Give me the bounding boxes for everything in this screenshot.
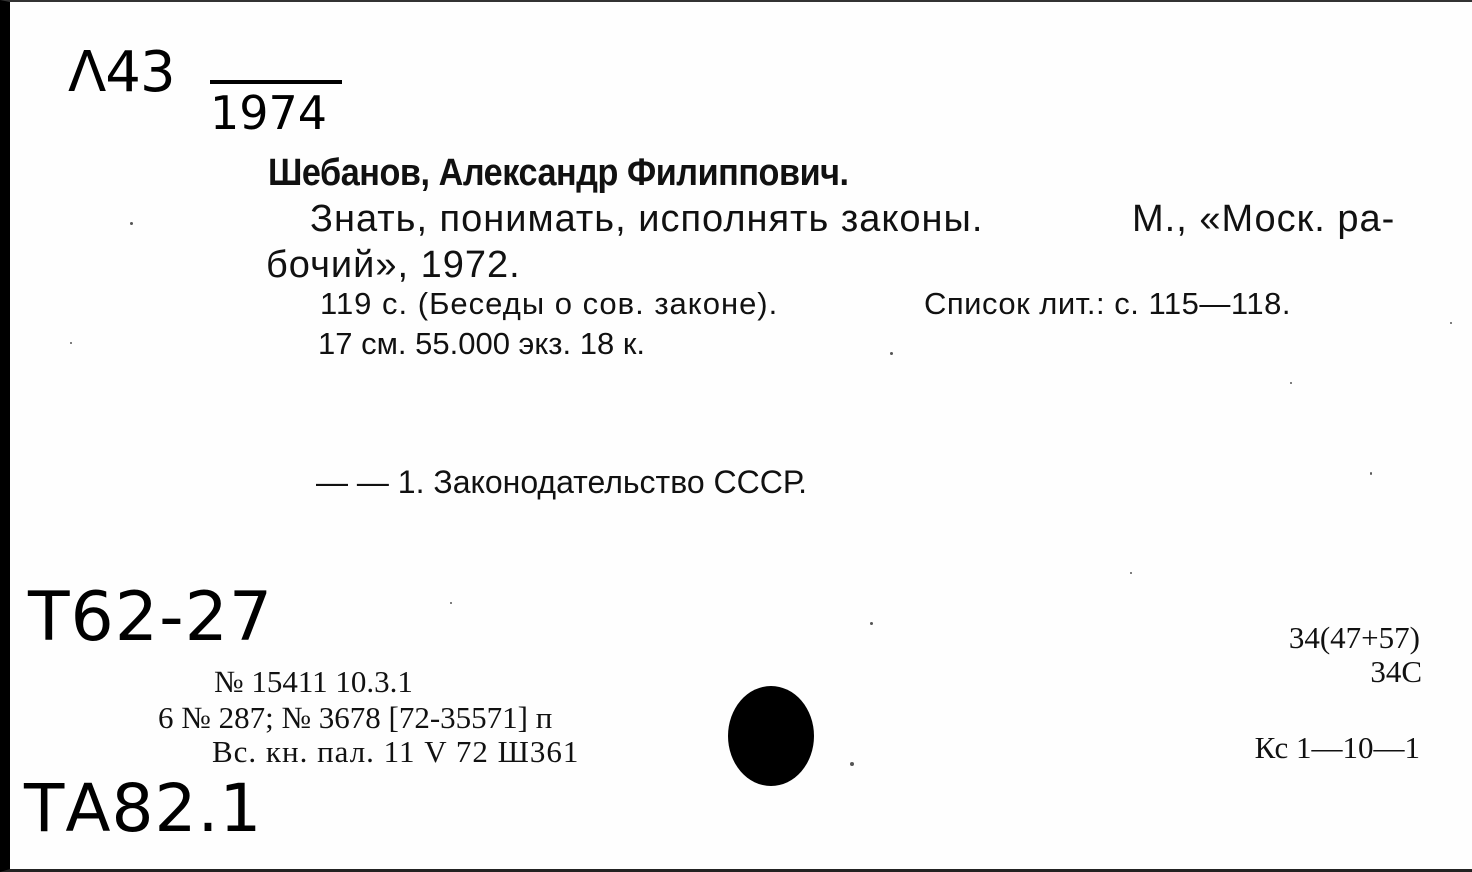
author-heading: Шебанов, Александр Филиппович.	[268, 152, 849, 194]
publisher-line-1: М., «Моск. ра-	[1132, 198, 1396, 240]
scan-speck	[850, 762, 854, 766]
scan-speck	[130, 222, 133, 225]
title-line-2: бочий», 1972.	[266, 244, 521, 286]
physical-description-1: 119 с. (Беседы о сов. законе).	[320, 286, 779, 321]
scan-speck	[1130, 572, 1132, 574]
scan-speck	[870, 622, 873, 625]
registry-line-1: № 15411 10.3.1	[214, 664, 413, 699]
shelfmark-year-handwritten: 1974	[210, 80, 342, 140]
classification-line-2: 34С	[1370, 654, 1422, 689]
scan-speck	[70, 342, 72, 344]
scan-speck	[1290, 382, 1292, 384]
scan-speck	[1370, 472, 1372, 475]
punch-hole	[728, 686, 814, 786]
scan-speck	[1450, 322, 1452, 324]
handwritten-code-2: ТА82.1	[24, 770, 263, 847]
handwritten-code-1: Т62-27	[28, 578, 274, 657]
classification-line-1: 34(47+57)	[1288, 620, 1420, 655]
scan-speck	[450, 602, 452, 604]
registry-line-3: Вс. кн. пал. 11 V 72 Ш361	[212, 734, 580, 769]
bibliography-note: Список лит.: с. 115—118.	[924, 286, 1291, 321]
classification-line-3: Кс 1—10—1	[1254, 730, 1420, 765]
title-line-1: Знать, понимать, исполнять законы.	[310, 198, 984, 240]
subject-heading: — — 1. Законодательство СССР.	[316, 464, 808, 500]
physical-description-2: 17 см. 55.000 экз. 18 к.	[318, 326, 645, 361]
scan-speck	[890, 352, 893, 355]
shelfmark-handwritten: Λ43	[68, 40, 175, 105]
registry-line-2: 6 № 287; № 3678 [72-35571] п	[158, 700, 553, 735]
